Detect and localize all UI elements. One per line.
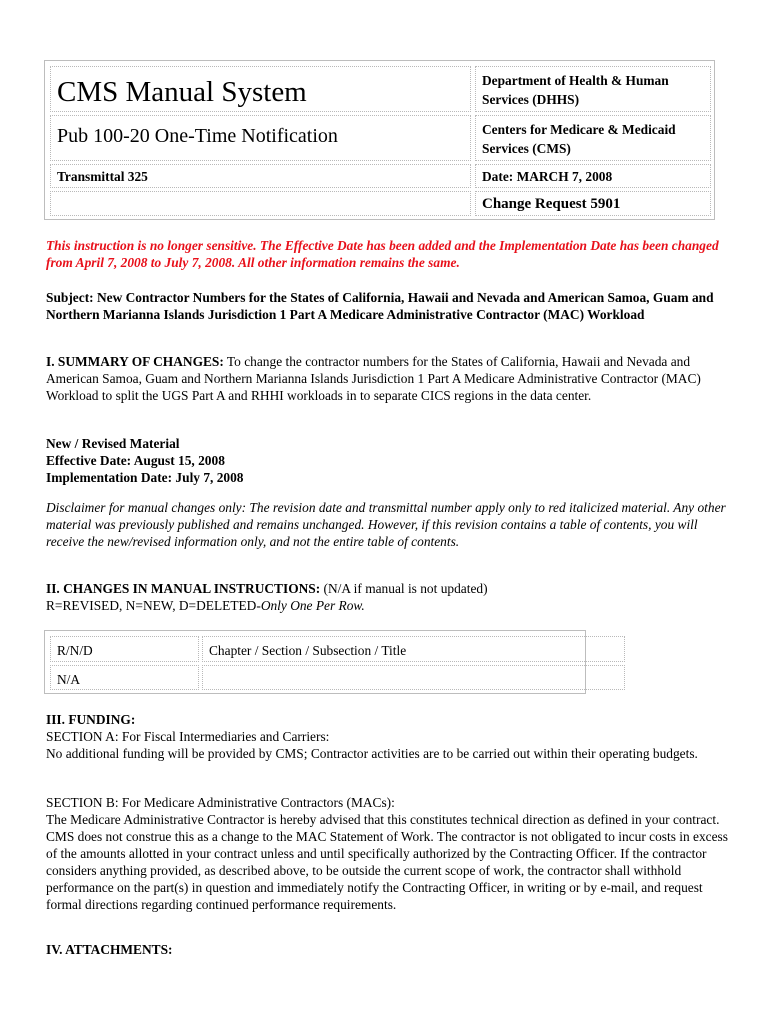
centers-name: Centers for Medicare & Medicaid Services (CMS)	[475, 115, 711, 161]
implementation-date: Implementation Date: July 7, 2008	[46, 470, 244, 485]
changes-legend: R=REVISED, N=NEW, D=DELETED-	[46, 598, 261, 613]
section-b-text: The Medicare Administrative Contractor is hereby advised that this constitutes technical direction as defined in your contract. CMS does not construe this as a change to the MAC Statement of Work. The contractor is not obligated to incur costs in excess of the amounts allotted in your contract unless and until specifically authorized by the Contracting Officer. If the contractor considers anything provided, as described above, to be outside the current scope of work, the contractor shall withhold performance on the part(s) in question and immediately notify the Contracting Officer, in writing or by e-mail, and request formal directions regarding continued performance requirements.	[46, 812, 728, 912]
changes-legend-line	[46, 597, 731, 614]
section-a-text: No additional funding will be provided by CMS; Contractor activities are to be carried out within their operating budgets.	[46, 746, 698, 761]
disclaimer: Disclaimer for manual changes only: The revision date and transmittal number apply only to red italicized material. Any other material was previously published and remains unchanged. However, if this revision contains a table of contents, you will receive the new/revised information only, and not the entire table of contents.	[46, 500, 726, 549]
changes-legend-italic: Only One Per Row.	[260, 598, 365, 613]
material-label: New / Revised Material	[46, 436, 180, 451]
transmittal-number: Transmittal 325	[50, 164, 471, 188]
header-table	[44, 60, 715, 220]
section-b-title: SECTION B: For Medicare Administrative Contractors (MACs):	[46, 795, 395, 810]
funding-heading: III. FUNDING:	[46, 712, 136, 727]
attachments-heading: IV. ATTACHMENTS:	[46, 942, 173, 957]
change-request: Change Request 5901	[475, 191, 711, 216]
rnd-row-value: N/A	[50, 665, 199, 690]
department-name: Department of Health & Human Services (DHHS)	[475, 66, 711, 112]
summary-of-changes	[46, 353, 731, 404]
material-block	[46, 435, 731, 486]
funding-section-b	[46, 794, 731, 913]
summary-heading: I. SUMMARY OF CHANGES:	[46, 354, 224, 369]
rnd-table	[44, 630, 586, 694]
effective-date: Effective Date: August 15, 2008	[46, 453, 225, 468]
sensitivity-notice: This instruction is no longer sensitive. The Effective Date has been added and the Implementation Date has been changed from April 7, 2008 to July 7, 2008. All other information remains the same.	[46, 238, 719, 270]
changes-line	[46, 580, 731, 597]
rnd-col-header: R/N/D	[50, 636, 199, 662]
transmittal-date: Date: MARCH 7, 2008	[475, 164, 711, 188]
publication-title: Pub 100-20 One-Time Notification	[50, 115, 471, 161]
changes-note: (N/A if manual is not updated)	[320, 581, 488, 596]
subject-line: Subject: New Contractor Numbers for the States of California, Hawaii and Nevada and American Samoa, Guam and Northern Marianna Islands Jurisdiction 1 Part A Medicare Administrative Contractor (MAC) Workload	[46, 290, 714, 322]
chapter-col-header: Chapter / Section / Subsection / Title	[202, 636, 625, 662]
funding-section	[46, 711, 731, 762]
empty-cell	[50, 191, 471, 216]
changes-heading: II. CHANGES IN MANUAL INSTRUCTIONS:	[46, 581, 321, 596]
changes-section	[46, 580, 731, 614]
summary-text: To change the contractor numbers for the States of California, Hawaii and Nevada and American Samoa, Guam and Northern Marianna Islands Jurisdiction 1 Part A Medicare Administrative Contractor (MAC) Workload to split the UGS Part A and RHHI workloads in to separate CICS regions in the data center.	[46, 354, 701, 403]
section-a-title: SECTION A: For Fiscal Intermediaries and Carriers:	[46, 729, 330, 744]
manual-system-title: CMS Manual System	[50, 66, 471, 112]
chapter-row-value	[202, 665, 625, 690]
